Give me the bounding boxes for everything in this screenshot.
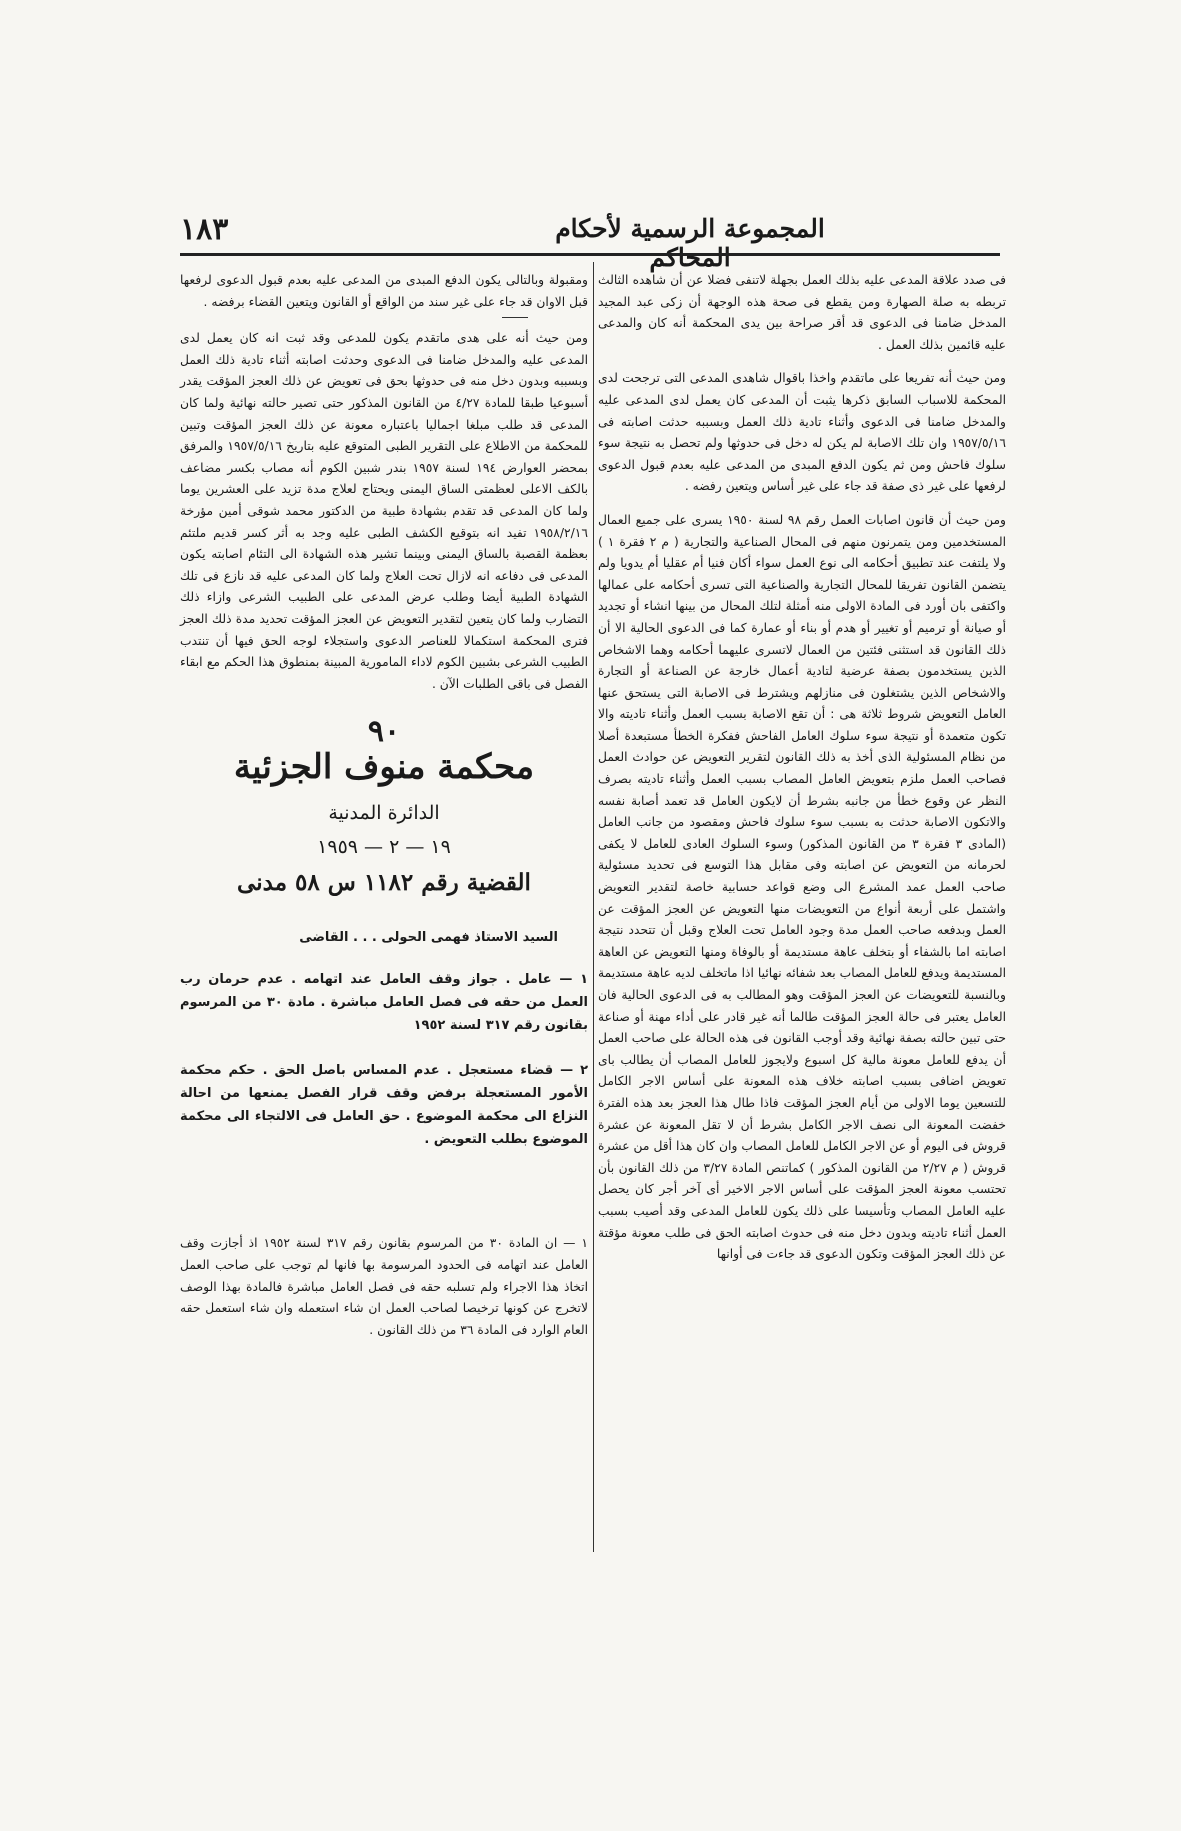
summary-heading-2: ٢ — قضاء مستعجل . عدم المساس باصل الحق . حكم محكمة الأمور المستعجلة برفض وقف قرار الفصل يمنعها من احالة النزاع الى محكمة الموضوع . حق العامل فى الالتجاء الى محكمة الموضوع بطلب التعويض . — [180, 1063, 588, 1148]
page-number: ١٨٣ — [180, 212, 229, 247]
left-second-paragraph: ومن حيث أنه على هدى ماتقدم يكون للمدعى وقد ثبت انه كان يعمل لدى المدعى عليه والمدخل ضامنا فى الدعوى وحدثت اصابته أثناء تادية ذلك العمل وبسببه وبدون دخل منه فى حدوثها بحق فى تعويض عن ذلك العجز المؤقت يقدر أسبوعيا طبقا للمادة ٤/٢٧ من القانون المذكور حتى تصير حالته نهائية ولما كان المدعى قد طلب مبلغا اجماليا باعتباره معونة عن ذلك العجز المؤقت وتبين للمحكمة من الاطلاع على التقرير الطبى المتوقع عليه بتاريخ ١٩٥٧/٥/١٦ والمرفق بمحضر العوارض ١٩٤ لسنة ١٩٥٧ بندر شبين الكوم أنه مصاب بكسر مضاعف بالكف الاعلى لعظمتى الساق اليمنى ويحتاج لعلاج مدة تزيد على العشرين يوما ولما كان المدعى قد تقدم بشهادة طبية من الدكتور محمد شوقى أمين مؤرخة ١٩٥٨/٢/١٦ تفيد انه بتوقيع الكشف الطبى عليه وجد به أثر كسر قديم ملتئم بعظمة القصبة بالساق اليمنى وبينما تشير هذه الشهادة الى التئام اصابته يكون المدعى فى دفاعه انه لازال تحت العلاج ولما كان المدعى عليه قد نازع فى تلك الشهادة الطبية أيضا وطلب عرض المدعى على الطبيب الشرعى وازاء ذلك التضارب ولما كان يتعين لتقدير التعويض عن العجز المؤقت تحديد مدة ذلك العجز فترى المحكمة استكمالا للعناصر الدعوى واستجلاء لوجه الحق فيها أن تنتدب الطبيب الشرعى بشبين الكوم لاداء المامورية المبينة بمنطوق هذا الحكم مع ابقاء الفصل فى باقى الطلبات الآن . — [180, 331, 588, 691]
judge-line: السيد الاستاذ فهمى الحولى . . . القاضى — [299, 929, 558, 945]
spacer — [180, 1173, 588, 1233]
left-body-paragraph: ١ — ان المادة ٣٠ من المرسوم بقانون رقم ٣١٧ لسنة ١٩٥٢ اذ أجازت وقف العامل عند اتهامه فى الحدود المرسومة بها فانها لم توجب على صاحب العمل اتخاذ هذا الاجراء ولم تسلبه حقه فى فصل العامل مباشرة فالمادة بهذا الوصف لاتخرج عن كونها ترخيصا لصاحب العمل ان شاء استعمله وان شاء استعمل حقه العام الوارد فى المادة ٣٦ من ذلك القانون . — [180, 1236, 589, 1337]
judgment-date: ١٩ — ٢ — ١٩٥٩ — [317, 835, 451, 858]
page-header — [180, 212, 1000, 272]
right-paragraph-1: فى صدد علاقة المدعى عليه بذلك العمل بجهلة لاتنفى فضلا عن أن شاهده الثالث تربطه به صلة الصهارة ومن يقطع فى صحة هذه الوجهة أن زكى عبد المجيد المدخل ضامنا فى الدعوى قد أقر صراحة بين يدى المحكمة أنه كان والمدعى عليه قائمين بذلك العمل . — [598, 273, 1006, 352]
court-name: محكمة منوف الجزئية — [233, 746, 535, 787]
summary-heading-1: ١ — عامل . جواز وقف العامل عند اتهامه . عدم حرمان رب العمل من حقه فى فصل العامل مباشرة . مادة ٣٠ من المرسوم بقانون رقم ٣١٧ لسنة ١٩٥٢ — [180, 972, 588, 1034]
right-paragraph-2: ومن حيث أنه تفريعا على ماتقدم واخذا باقوال شاهدى المدعى التى ترجحت لدى المحكمة للاسباب السابق ذكرها يثبت أن المدعى كان يعمل لدى المدعى عليه والمدخل ضامنا فى الدعوى وأثناء تادية ذلك العمل وبسببه حدثت اصابته فى ١٩٥٧/٥/١٦ وان تلك الاصابة لم يكن له دخل فى حدوثها ولم تحصل به نتيجة سوء سلوك فاحش ومن ثم يكون الدفع المبدى من المدعى عليه بعدم قبول الدعوى لرفعها على غير ذى صفة قد جاء على غير أساس ويتعين رفضه . — [598, 371, 1006, 494]
short-dash — [502, 317, 528, 318]
case-title: القضية رقم ١١٨٢ س ٥٨ مدنى — [237, 868, 531, 896]
column-divider — [593, 262, 594, 1552]
right-column — [598, 270, 1006, 1266]
case-number: ٩٠ — [367, 714, 401, 750]
left-top-paragraph: ومقبولة وبالتالى يكون الدفع المبدى من المدعى عليه بعدم قبول الدعوى لرفعها قبل الاوان قد جاء على غير سند من الواقع أو القانون ويتعين القضاء برفضه . — [180, 273, 588, 309]
right-paragraph-3: ومن حيث أن قانون اصابات العمل رقم ٩٨ لسنة ١٩٥٠ يسرى على جميع العمال المستخدمين ومن يتمرنون منهم فى المحال الصناعية والتجارية ( م ٢ فقرة ١ ) ولا يلتفت عند تطبيق أحكامه الى نوع العمل سواء أكان فنيا أم عقليا أم يدويا ولم يتضمن القانون تفريقا للمحال التجارية والصناعية التى تسرى أحكامه على عمالها واكتفى بان أورد فى المادة الاولى منه أمثلة لتلك المحال من بينها انشاء أو تجديد أو صيانة أو ترميم أو تغيير أو هدم أو بناء أو عمارة كما فى الدعوى الحالية الا أن ذلك القانون قد استثنى فئتين من العمال لاتسرى عليهما أحكامه وهما الاشخاص الذين يستخدمون بصفة عرضية لتادية أعمال خارجة عن الصناعة أو التجارة والاشخاص الذين يشتغلون فى منازلهم ويشترط فى الاصابة التى يستحق عنها العامل التعويض شروط ثلاثة هى : أن تقع الاصابة بسبب العمل وأثناء تاديته والا تكون متعمدة أو نتيجة سوء سلوك العامل الفاحش ففكرة الخطأ مستبعدة أصلا من نظام المسئولية الذى أخذ به ذلك القانون لتقرير التعويض عن حوادث العمل فصاحب العمل ملزم بتعويض العامل المصاب بسبب العمل وأثناء تاديته بصرف النظر عن وقوع خطأ من جانبه بشرط أن لايكون العامل قد تعمد أصابة نفسه والاتكون الاصابة حدثت به بسبب سوء سلوك فاحش ومقصود من جانب العامل (المادى ٣ فقرة ٣ من القانون المذكور) وسوء السلوك العادى للعامل لا يكفى لحرمانه من التعويض عن اصابته وفى مقابل هذا التوسع فى تحديد مسئولية صاحب العمل عمد المشرع الى وضع قواعد حسابية خاصة لتقدير التعويض واشتمل على أربعة أنواع من التعويضات منها التعويض عن العجز المؤقت عن العمل وبدفعه صاحب العمل مدة وجود العامل تحت العلاج وقبل أن تتحدد نتيجة اصابته اما بالشفاء أو بتخلف عاهة مستديمة أو بالوفاة ومنها التعويض عن العاهة المستديمة ويدفع للعامل المصاب بعد شفائه نهائيا اذا ماتخلف لديه عاهة مستديمة وبالنسبة للتعويضات عن العجز المؤقت وهو المطالب به فى الدعوى الحالية فان العامل يعتبر فى حالة العجز المؤقت طالما أنه غير قادر على أداء مهنة أو صناعة حتى تبين حالته بصفة نهائية وقد أوجب القانون فى هذه الحالة على صاحب العمل أن يدفع للعامل معونة مالية كل اسبوع ولايجوز للعامل المصاب أن يطالب باى تعويض اضافى بسبب اصابته خلاف هذه المعونة على أساس الاجر الكامل للتسعين يوما الاولى من أيام العجز المؤقت فاذا طال هذا العجز بعد هذه الفترة خفضت المعونة الى نصف الاجر الكامل بشرط أن لا تقل المعونة عن عشرة قروش فى اليوم أو عن الاجر الكامل للعامل المصاب وان كان هذا أقل من عشرة قروش ( م ٢/٢٧ من القانون المذكور ) كماتنص المادة ٣/٢٧ من ذلك القانون بأن تحتسب معونة العجز المؤقت على أساس الاجر الاخير أى آخر أجر كان يحصل عليه العامل المصاب وتأسيسا على ذلك يكون للعامل المدعى وقد أصيب بسبب العمل أثناء تاديته وبدون دخل منه فى حدوث اصابته الحق فى طلب معونة مؤقتة عن ذلك العجز المؤقت وتكون الدعوى قد جاءت فى أوانها — [598, 512, 1007, 1262]
circuit-name: الدائرة المدنية — [328, 801, 440, 824]
running-title: المجموعة الرسمية لأحكام المحاكم — [555, 214, 825, 272]
left-column — [180, 270, 588, 1353]
header-rule — [180, 253, 1000, 256]
